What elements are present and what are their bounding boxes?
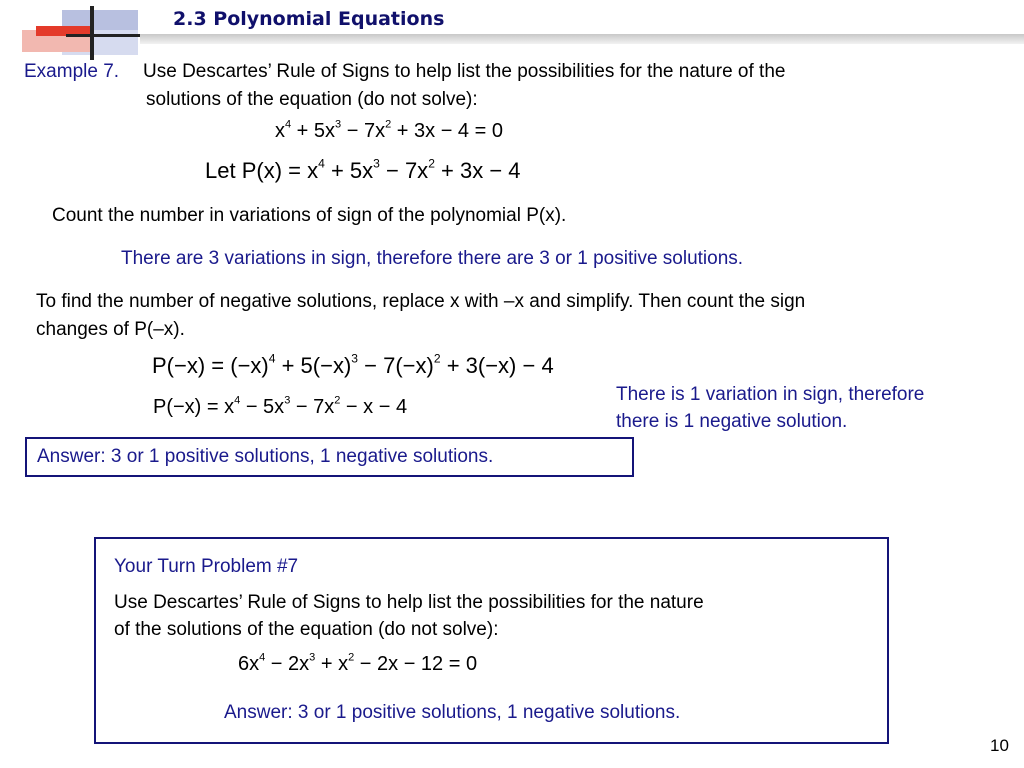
negative-note-line1: There is 1 variation in sign, therefore	[616, 384, 925, 405]
equation-let-p: Let $P(x) = x^4 + 5x^3 - 7x^2 + 3x - 4$	[205, 156, 521, 183]
example-text-line1: Use Descartes’ Rule of Signs to help list the possibilities for the nature of the	[143, 61, 786, 82]
your-turn-line1: Use Descartes’ Rule of Signs to help list the possibilities for the nature	[114, 592, 704, 613]
positive-solutions-note: There are 3 variations in sign, therefore there are 3 or 1 positive solutions.	[121, 248, 744, 269]
header-logo	[0, 0, 140, 60]
example-answer-box	[25, 437, 634, 477]
example-answer: Answer: 3 or 1 positive solutions, 1 negative solutions.	[37, 446, 494, 467]
header-rule	[140, 34, 1024, 44]
equation-p-negative-x: $P(-x) = (-x)^4 + 5(-x)^3 - 7(-x)^2 + 3(-x) - 4$	[152, 351, 554, 378]
page-title: 2.3 Polynomial Equations	[173, 8, 445, 30]
negative-intro-line2: changes of P(–x).	[36, 319, 185, 340]
your-turn-heading: Your Turn Problem #7	[114, 556, 299, 577]
negative-note-line2: there is 1 negative solution.	[616, 411, 848, 432]
your-turn-equation: $6x^4 - 2x^3 + x^2 - 2x - 12 = 0$	[238, 651, 478, 675]
your-turn-answer: Answer: 3 or 1 positive solutions, 1 negative solutions.	[224, 702, 681, 723]
count-instruction: Count the number in variations of sign of the polynomial P(x).	[52, 205, 567, 226]
page-number: 10	[990, 736, 1009, 755]
equation-p-negative-x-simplified: $P(-x) = x^4 - 5x^3 - 7x^2 - x - 4$	[153, 394, 408, 418]
example-text-line2: solutions of the equation (do not solve):	[146, 89, 478, 110]
your-turn-box	[94, 537, 889, 744]
your-turn-line2: of the solutions of the equation (do not solve):	[114, 619, 499, 640]
negative-intro-line1: To find the number of negative solutions, replace x with –x and simplify. Then count the sign	[36, 291, 806, 312]
example-label: Example 7.	[24, 61, 120, 82]
equation-given: $x^4 + 5x^3 - 7x^2 + 3x - 4 = 0$	[275, 118, 503, 142]
